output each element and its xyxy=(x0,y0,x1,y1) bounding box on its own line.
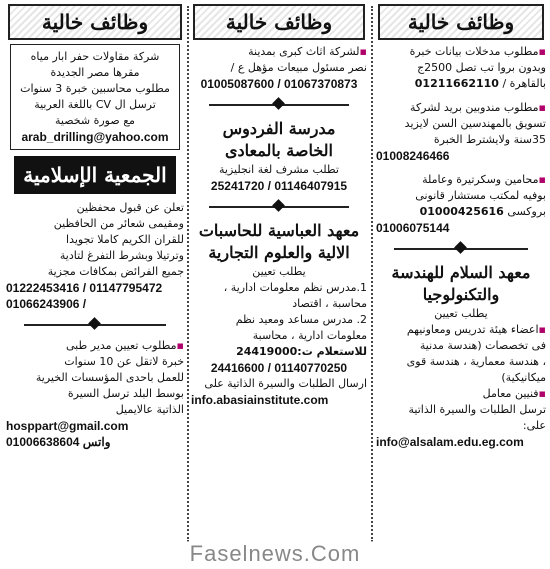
ad-title: والتكنولوجيا xyxy=(422,285,500,304)
islamic-society-banner: الجمعية الإسلامية xyxy=(14,156,176,194)
column-separator xyxy=(187,6,189,542)
phone-number: 01006638604 واتس xyxy=(6,435,111,449)
email-link[interactable]: hosppart@gmail.com xyxy=(6,419,129,433)
phone-number: 01008246466 xyxy=(376,149,450,163)
phone-number: 01005087600 / 01067370873 xyxy=(200,77,358,91)
divider xyxy=(209,98,349,112)
ad-medical-director: ▪ مطلوب تعيين مدير طبى خبرة لاتقل عن 10 سنوات للعمل باحدى المؤسسات الخيرية بوسط البلد ترسل السيرة الذاتية عالايميل hosppart@gmail.com 01006638604 واتس xyxy=(6,338,184,450)
section-header: وظائف خالية xyxy=(378,4,544,40)
email-link[interactable]: info@alsalam.edu.eg.com xyxy=(376,435,524,449)
column-right xyxy=(376,4,546,544)
watermark-text: Faselnews.Com xyxy=(0,541,550,567)
ad-lawyers: ▪ محامين وسكرتيرة وعاملة بوفيه لمكتب مستشار قانونى بروكسى 01000425616 01006075144 xyxy=(376,172,546,236)
diamond-icon xyxy=(88,317,101,330)
ad-data-entry: ▪ مطلوب مدخلات بيانات خبرة وبدون بروا تب تصل 2500ج بالقاهرة / 01211662110 xyxy=(376,44,546,92)
phone-number: 01222453416 / 01147795472 xyxy=(6,281,163,295)
diamond-icon xyxy=(454,241,467,254)
phone-number: 01211662110 xyxy=(414,77,499,90)
email-link[interactable]: info.abasiainstitute.com xyxy=(191,393,329,407)
ad-abbasia-institute: معهد العباسية للحاسبات الالية والعلوم التجارية يطلب تعيين 1.مدرس نظم معلومات ادارية ، محاسبة ، اقتصاد 2. مدرس مساعد ومعيد نظم معلومات ادارية ، محاسبة للاستعلام ت:24419000 24416600 / 01140770250 ارسال الطلبات والسيرة الذاتية على info.abasiainstitute.com xyxy=(191,221,367,407)
phone-number: 01066243906 / xyxy=(6,297,87,311)
phone-number: 24416600 / 01140770250 xyxy=(210,361,348,375)
column-separator xyxy=(371,6,373,542)
diamond-icon xyxy=(272,199,285,212)
ad-title: الالية والعلوم التجارية xyxy=(208,243,350,262)
section-header: وظائف خالية xyxy=(8,4,182,40)
phone-number: 25241720 / 01146407915 xyxy=(210,179,348,193)
divider xyxy=(209,200,349,214)
phone-number: 01000425616 xyxy=(419,205,504,218)
diamond-icon xyxy=(272,97,285,110)
ad-title: الخاصة بالمعادى xyxy=(225,141,333,160)
divider xyxy=(24,318,166,332)
ad-quran-memorizers: تعلن عن قبول محفظين ومقيمى شعائر من الحافظين للقران الكريم كاملا تجويدا وترتيلا وبشرط التفرغ لتادية جميع الفرائض بمكافات مجزية 01222453416 / 01147795472 01066243906 / xyxy=(6,201,184,311)
phone-number: 01006075144 xyxy=(376,221,450,235)
ad-title: معهد السلام للهندسة xyxy=(391,263,531,282)
ad-drilling-company: شركة مقاولات حفر ابار مياه مقرها مصر الجديدة مطلوب محاسبين خبرة 3 سنوات ترسل ال CV باللغة العربية مع صورة شخصية arab_drilling@yahoo.com xyxy=(10,44,180,150)
email-link[interactable]: arab_drilling@yahoo.com xyxy=(21,130,169,144)
ad-alsalam-institute: معهد السلام للهندسة والتكنولوجيا يطلب تعيين ▪ اعضاء هيئة تدريس ومعاونيهم فى تخصصات (هندسة مدنية ، هندسة معمارية ، هندسة قوى ميكانيكية) ▪ فنيين معامل ترسل الطلبات والسيرة الذاتية على: info@alsalam.edu.eg.com xyxy=(376,262,546,450)
ad-mail-reps: ▪ مطلوب مندوبين بريد لشركة تسويق بالمهندسين السن لايزيد 35سنة ولايشترط الخبرة 01008246466 xyxy=(376,100,546,164)
ad-title: معهد العباسية للحاسبات xyxy=(198,221,360,240)
column-middle xyxy=(191,4,367,544)
column-left xyxy=(6,4,184,544)
divider xyxy=(394,242,528,256)
ad-title: مدرسة الفردوس xyxy=(222,119,336,138)
section-header: وظائف خالية xyxy=(193,4,365,40)
ad-furniture-sales: ▪ لشركة اثاث كبرى بمدينة نصر مسئول مبيعات مؤهل ع / 01005087600 / 01067370873 xyxy=(191,44,367,92)
ad-alferdous-school: مدرسة الفردوس الخاصة بالمعادى تطلب مشرف لغة انجليزية 25241720 / 01146407915 xyxy=(191,118,367,194)
